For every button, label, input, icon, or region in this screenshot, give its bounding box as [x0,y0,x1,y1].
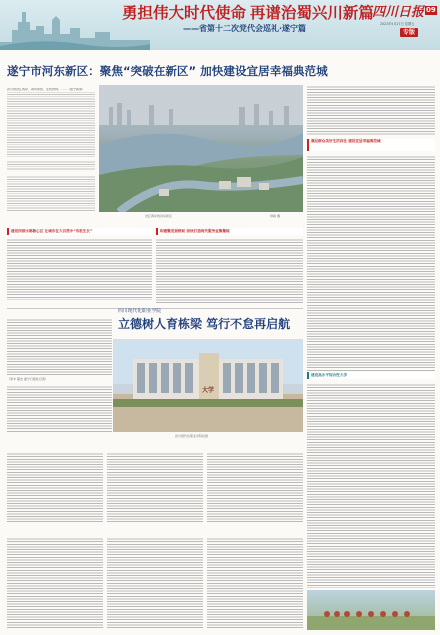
issue-date: 2022年5月27日 星期五 [380,22,415,26]
aerial-city-river-illustration [99,85,303,212]
main-photo-caption: 涪江两岸的河东新区 [145,214,173,218]
lower-col-6 [207,537,303,629]
lead-text [7,90,95,158]
college-building-sign: 大学 [202,387,215,394]
lower-col-3 [207,452,303,524]
intro-text-block [7,318,112,376]
college-photo-caption: 四川现代化职业学院校园 [175,434,209,438]
section-s2-text [156,238,303,304]
main-photo [99,85,303,212]
campus-building-illustration [113,339,303,432]
college-sub-title: 建设高水平综合性大学 [307,372,435,379]
lower-col-2 [107,452,203,524]
lead-paragraph: 四月的涪江两岸，春风徐徐，生机勃勃。……（遂宁新闻） [7,88,95,92]
student-activity-photo [307,590,435,630]
sub-title-culture [7,528,303,535]
right-column-text-top [307,85,435,135]
intro-signature: （李丰 郝杰 遂宁日报社记者） [7,377,48,381]
edition-tag: 专版 [400,28,418,37]
paper-name: 四川日报 [372,4,425,19]
edition-code: 09 [426,6,436,14]
lower-col-4 [7,537,103,629]
students-illustration [307,590,435,630]
college-kicker: 四川现代化职业学院 [118,309,162,314]
header-banner [0,0,440,50]
banner-subslogan: ——省第十二次党代会巡礼·遂宁篇 [183,24,307,33]
section-title-s3: 满足群众美好生活向往 建设宜居幸福典范城 [307,139,435,151]
banner-slogan: 勇担伟大时代使命 再谱治蜀兴川新篇 [122,5,374,22]
section-title-s2: 构建聚发展格局 加快打造现代服务业集聚地 [156,228,303,235]
main-headline: 遂宁市河东新区：聚焦“突破在新区” 加快建设宜居幸福典范城 [7,64,328,78]
college-photo [113,339,303,432]
lower-col-5 [107,537,203,629]
lead-text-lower [7,175,95,211]
lower-left-text [7,385,112,433]
lead-text-more [7,160,95,170]
lower-col-1 [7,452,103,524]
section-s1-text [7,238,152,300]
right-column-text [307,155,435,371]
sub-title-rooted [7,443,303,450]
college-headline: 立德树人育栋梁 笃行不怠再启航 [118,317,291,331]
section-title-s1: 建设西部水都核心区 让城市在大自然中“有机生长” [7,228,152,235]
college-right-text [307,383,435,588]
main-photo-credit: 钟敏 摄 [270,214,280,218]
